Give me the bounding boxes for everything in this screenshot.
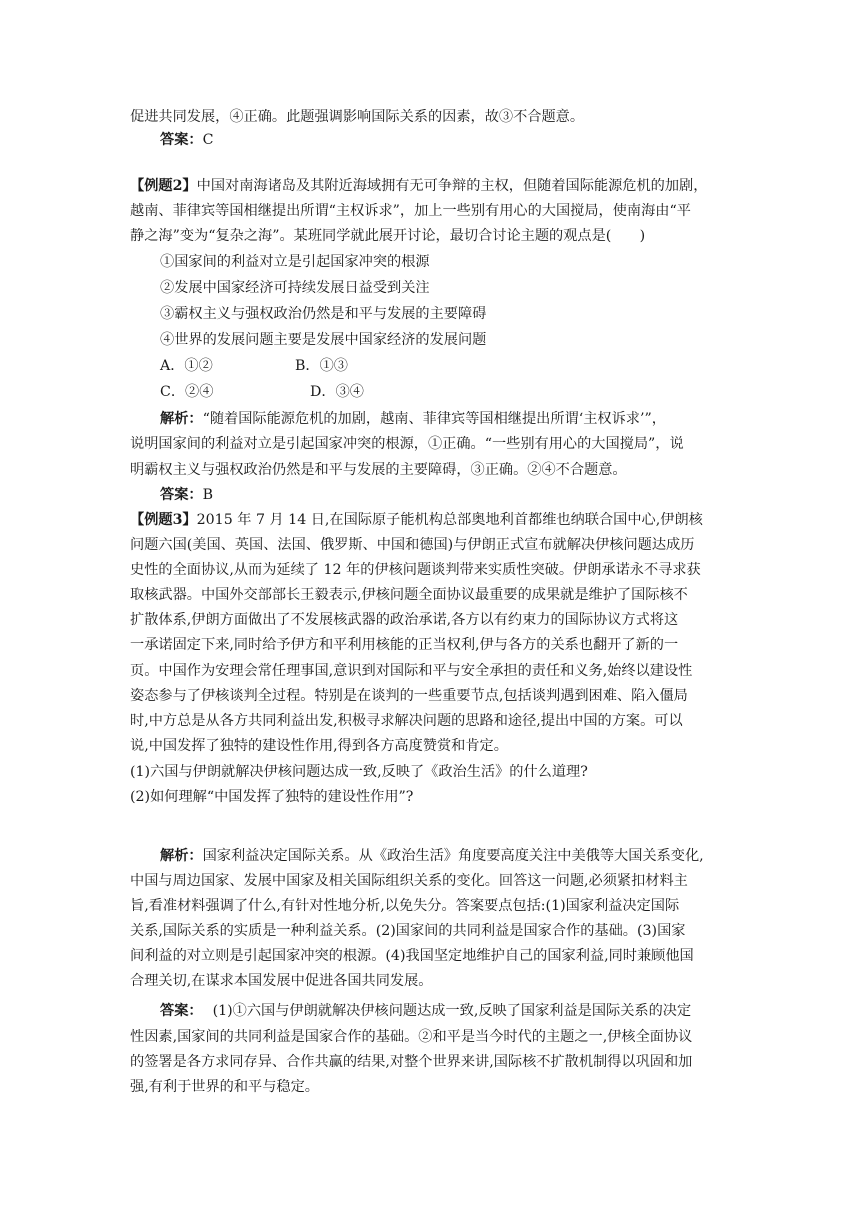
- example3-answer-line: 答案： (1)①六国与伊朗就解决伊核问题达成一致,反映了国家利益是国际关系的决定: [160, 1003, 692, 1019]
- answer-value: B: [202, 487, 214, 503]
- example2-title: 【例题2】: [130, 178, 197, 194]
- example3-analysis-line: 关系,国际关系的实质是一种利益关系。(2)国家间的共同利益是国家合作的基础。(3)国家: [130, 923, 686, 939]
- example3-stem-line: 一承诺固定下来,同时给予伊方和平利用核能的正当权利,伊与各方的关系也翻开了新的一: [130, 637, 679, 653]
- analysis-label: 解析：: [160, 411, 203, 427]
- example3-stem-line: 取核武器。中国外交部部长王毅表示,伊核问题全面协议最重要的成果就是维护了国际核不: [130, 587, 688, 603]
- analysis-label: 解析：: [160, 848, 203, 864]
- example3-stem-line: 姿态参与了伊核谈判全过程。特别是在谈判的一些重要节点,包括谈判遇到困难、陷入僵局: [130, 688, 688, 704]
- example2-statement: ③霸权主义与强权政治仍然是和平与发展的主要障碍: [160, 306, 487, 322]
- example2-options-row: [160, 382, 780, 402]
- example3-stem-line: 页。中国作为安理会常任理事国,意识到对国际和平与安全承担的责任和义务,始终以建设性: [130, 663, 693, 679]
- example2-stem-line: 静之海”变为“复杂之海”。某班同学就此展开讨论，最切合讨论主题的观点是( ): [130, 228, 646, 244]
- option-b: B．①③: [295, 358, 348, 374]
- example3-stem-line: 时,中方总是从各方共同利益出发,积极寻求解决问题的思路和途径,提出中国的方案。可以: [130, 713, 683, 729]
- answer-label: 答案：: [160, 1003, 203, 1019]
- option-d: D．③④: [310, 384, 364, 400]
- example2-analysis-line: 解析：“随着国际能源危机的加剧，越南、菲律宾等国相继提出所谓‘主权诉求’”，: [160, 411, 666, 427]
- example2-options-row: [160, 356, 780, 376]
- example2-answer: [160, 485, 780, 505]
- example3-stem-line: 说,中国发挥了独特的建设性作用,得到各方高度赞赏和肯定。: [130, 738, 508, 754]
- intro-line: 促进共同发展，④正确。此题强调影响国际关系的因素，故③不合题意。: [130, 109, 585, 125]
- example3-question: (1)六国与伊朗就解决伊核问题达成一致,反映了《政治生活》的什么道理?: [130, 764, 588, 780]
- option-c: C．②④: [160, 384, 214, 400]
- option-a: A．①②: [160, 358, 213, 374]
- example3-answer-line: 的签署是各方求同存异、合作共赢的结果,对整个世界来讲,国际核不扩散机制得以巩固和加: [130, 1054, 693, 1070]
- example3-stem-line: 史性的全面协议,从而为延续了 12 年的伊核问题谈判带来实质性突破。伊朗承诺永不寻求获: [130, 562, 701, 578]
- example2-statement: ②发展中国家经济可持续发展日益受到关注: [160, 280, 430, 296]
- example3-stem-line: 扩散体系,伊朗方面做出了不发展核武器的政治承诺,各方以有约束力的国际协议方式将这: [130, 612, 679, 628]
- example2-statement: ①国家间的利益对立是引起国家冲突的根源: [160, 254, 430, 270]
- example3-answer-line: 强,有利于世界的和平与稳定。: [130, 1079, 319, 1095]
- answer-label: 答案：: [160, 132, 203, 148]
- example2-analysis-line: 明霸权主义与强权政治仍然是和平与发展的主要障碍，③正确。②④不合题意。: [130, 462, 627, 478]
- example3-question: (2)如何理解“中国发挥了独特的建设性作用”?: [130, 789, 414, 805]
- answer-value: C: [202, 132, 214, 148]
- intro-answer: [160, 130, 780, 150]
- example3-analysis-line: 旨,看准材料强调了什么,有针对性地分析,以免失分。答案要点包括:(1)国家利益决定国际: [130, 898, 680, 914]
- answer-label: 答案：: [160, 487, 203, 503]
- example3-analysis-line: 合理关切,在谋求本国发展中促进各国共同发展。: [130, 973, 433, 989]
- example2-statement: ④世界的发展问题主要是发展中国家经济的发展问题: [160, 332, 487, 348]
- example3-analysis-line: 解析：国家利益决定国际关系。从《政治生活》角度要高度关注中美俄等大国关系变化,: [160, 848, 704, 864]
- example3-stem-line: 问题六国(美国、英国、法国、俄罗斯、中国和德国)与伊朗正式宣布就解决伊核问题达成历: [130, 537, 695, 553]
- example3-analysis-line: 间利益的对立则是引起国家冲突的根源。(4)我国坚定地维护自己的国家利益,同时兼顾他国: [130, 948, 694, 964]
- example2-stem-line: 越南、菲律宾等国相继提出所谓“主权诉求”，加上一些别有用心的大国搅局，使南海由“平: [130, 203, 691, 219]
- example3-answer-line: 性因素,国家间的共同利益是国家合作的基础。②和平是当今时代的主题之一,伊核全面协议: [130, 1029, 693, 1045]
- example3-title: 【例题3】: [130, 512, 197, 528]
- example3-stem-line: 【例题3】2015 年 7 月 14 日,在国际原子能机构总部奥地利首都维也纳联合国中心,伊朗核: [130, 512, 703, 528]
- example2-analysis-line: 说明国家间的利益对立是引起国家冲突的根源，①正确。“一些别有用心的大国搅局”，说: [130, 436, 684, 452]
- example3-analysis-line: 中国与周边国家、发展中国家及相关国际组织关系的变化。回答这一问题,必须紧扣材料主: [130, 873, 688, 889]
- example2-stem-line: 【例题2】中国对南海诸岛及其附近海域拥有无可争辩的主权，但随着国际能源危机的加剧，: [130, 178, 708, 194]
